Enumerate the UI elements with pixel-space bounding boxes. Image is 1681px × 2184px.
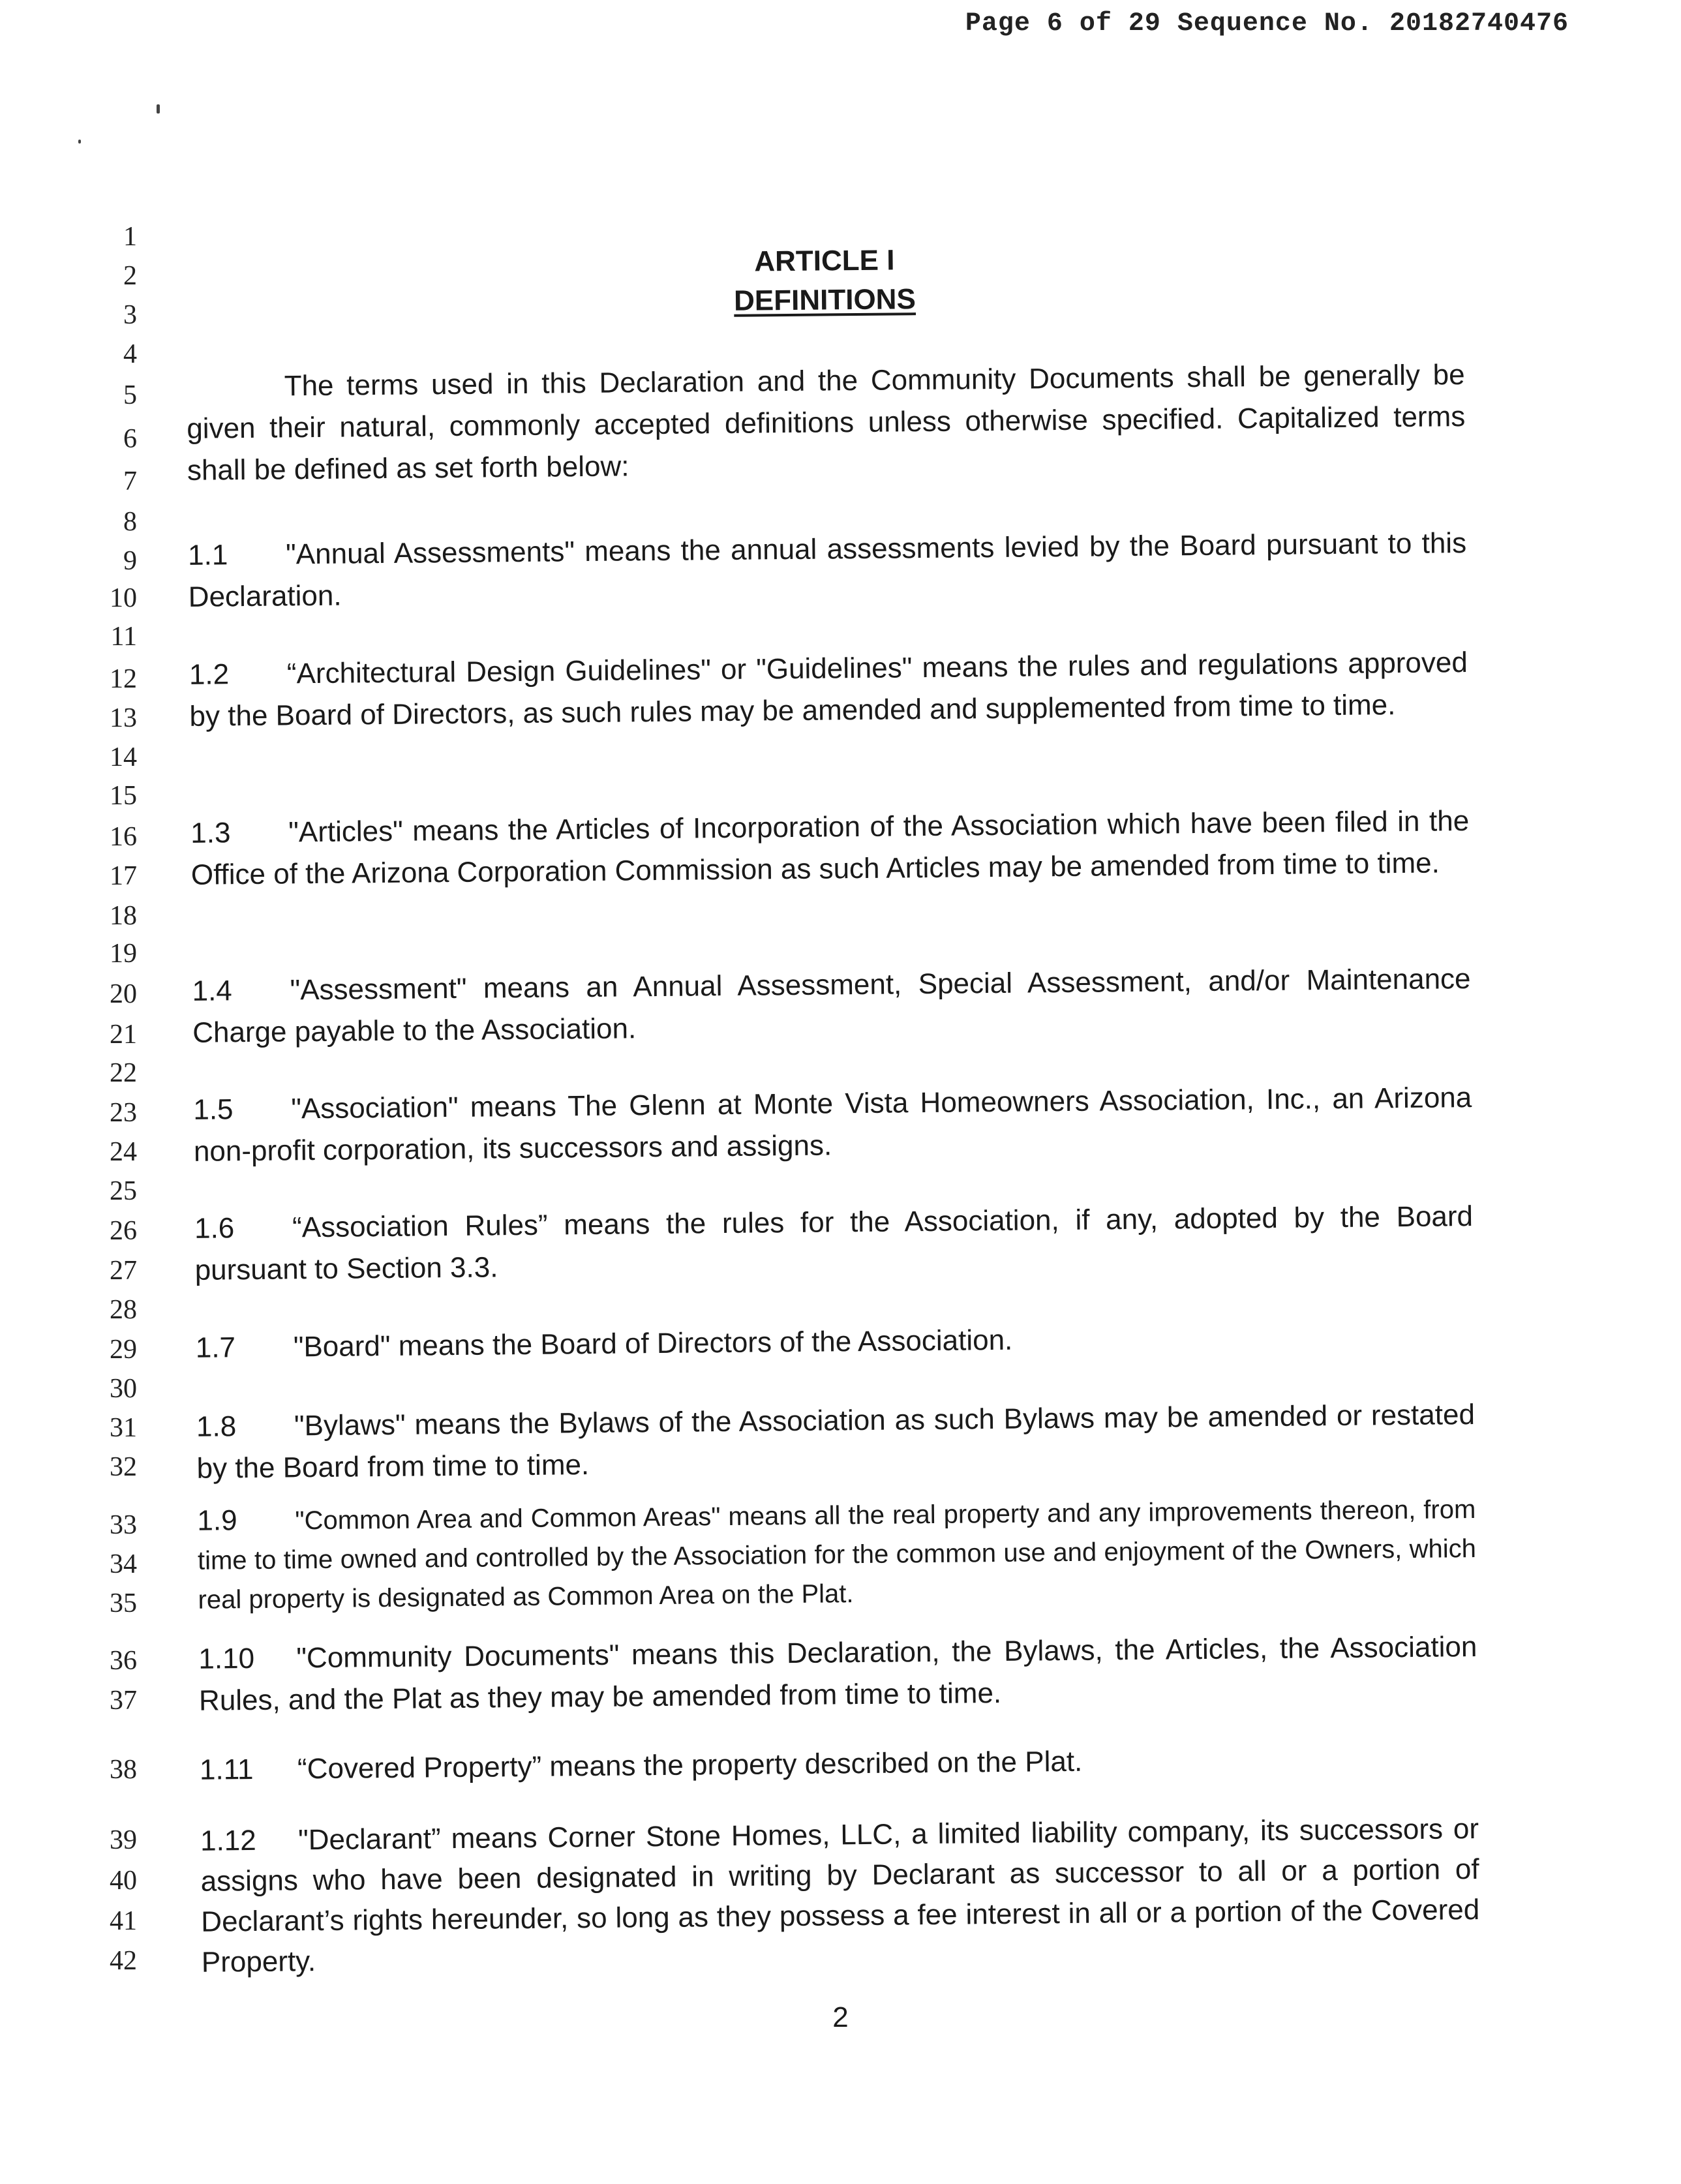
line-number: 1: [123, 222, 137, 252]
definition-text: "Assessment" means an Annual Assessment, Special Assessment, and/or Maintenance Charge payable to the Association.: [192, 963, 1471, 1049]
definition-text: "Community Documents" means this Declaration, the Bylaws, the Articles, the Association Rules, and the Plat as they may be amended from time to time.: [198, 1630, 1477, 1717]
line-number: 17: [110, 861, 137, 891]
line-number: 12: [110, 664, 137, 694]
line-number: 28: [110, 1295, 137, 1325]
line-number: 23: [110, 1098, 137, 1128]
line-number: 2: [123, 261, 137, 291]
definition-text: “Covered Property” means the property described on the Plat.: [297, 1745, 1083, 1785]
line-number: 9: [123, 546, 137, 576]
definition-number: 1.5: [193, 1093, 234, 1126]
line-number: 24: [110, 1137, 137, 1167]
line-number: 6: [123, 424, 137, 454]
line-number: 27: [110, 1256, 137, 1286]
line-number: 31: [110, 1413, 137, 1443]
line-number: 14: [110, 742, 137, 772]
definition-number: 1.3: [190, 817, 231, 849]
definition-number: 1.8: [196, 1410, 237, 1443]
line-number: 18: [110, 901, 137, 931]
line-number: 36: [110, 1646, 137, 1676]
definition-1-10: [198, 1626, 1477, 1722]
definition-text: "Association" means The Glenn at Monte Vista Homeowners Association, Inc., an Arizona non-profit corporation, its successors and assigns.: [193, 1082, 1472, 1168]
definition-number: 1.10: [198, 1642, 255, 1675]
line-number: 5: [123, 380, 137, 410]
definition-1-6: [194, 1196, 1474, 1292]
definition-text: "Bylaws" means the Bylaws of the Association as such Bylaws may be amended or restated by the Board from time to time.: [196, 1398, 1476, 1485]
definition-1-11: [200, 1737, 1479, 1791]
definition-text: “Association Rules” means the rules for the Association, if any, adopted by the Board pursuant to Section 3.3.: [194, 1200, 1474, 1286]
line-number: 19: [110, 939, 137, 969]
line-number: 13: [110, 703, 137, 733]
line-number: 30: [110, 1374, 137, 1404]
line-number: 32: [110, 1452, 137, 1482]
definition-1-12: [200, 1809, 1480, 1983]
article-heading: ARTICLE I: [754, 244, 895, 278]
line-number: 21: [110, 1020, 137, 1050]
definition-text: "Declarant” means Corner Stone Homes, LLC, a limited liability company, its successors or assigns who have been designated in writing by Declarant as successor to all or a portion of Declarant’s rights hereunder, so long as they possess a fee interest in all or a portion of the Covered Property.: [200, 1812, 1480, 1979]
line-number: 39: [110, 1825, 137, 1855]
article-subheading: DEFINITIONS: [733, 283, 916, 317]
page-sequence-header: Page 6 of 29 Sequence No. 20182740476: [965, 9, 1569, 38]
line-number: 33: [110, 1510, 137, 1540]
line-number: 4: [123, 339, 137, 369]
line-number: 41: [110, 1906, 137, 1936]
definition-1-8: [196, 1394, 1476, 1490]
line-number: 34: [110, 1549, 137, 1579]
line-number: 37: [110, 1686, 137, 1716]
line-number: 42: [110, 1946, 137, 1976]
line-number: 22: [110, 1058, 137, 1088]
definition-1-9: [197, 1489, 1477, 1620]
definition-1-7: [196, 1315, 1475, 1369]
definition-number: 1.6: [194, 1212, 235, 1245]
definition-number: 1.12: [200, 1824, 256, 1857]
line-number: 11: [110, 622, 137, 652]
definition-number: 1.2: [189, 658, 230, 691]
scan-speck: [157, 104, 160, 114]
line-number: 29: [110, 1335, 137, 1365]
definition-1-4: [192, 958, 1471, 1054]
line-number: 35: [110, 1588, 137, 1618]
definition-number: 1.4: [192, 975, 232, 1007]
definition-text: “Architectural Design Guidelines" or "Guidelines" means the rules and regulations approved by the Board of Directors, as such rules may be amended and supplemented from time to time.: [189, 646, 1468, 733]
line-number: 38: [110, 1755, 137, 1785]
line-number: 7: [123, 466, 137, 496]
definition-1-3: [190, 800, 1470, 896]
definition-text: "Board" means the Board of Directors of the Association.: [293, 1324, 1013, 1363]
line-number: 15: [110, 781, 137, 811]
definition-number: 1.1: [187, 539, 228, 571]
line-number: 26: [110, 1216, 137, 1246]
scan-speck: [78, 140, 81, 144]
definition-1-5: [193, 1077, 1472, 1173]
line-number: 25: [110, 1176, 137, 1206]
line-number: 10: [110, 583, 137, 613]
definition-text: "Annual Assessments" means the annual assessments levied by the Board pursuant to this Declaration.: [188, 527, 1467, 613]
intro-paragraph: The terms used in this Declaration and the Community Documents shall be generally be given their natural, commonly accepted definitions unless otherwise specified. Capitalized terms shall be defined as set forth below:: [187, 359, 1466, 487]
line-number: 8: [123, 507, 137, 537]
definition-text: "Articles" means the Articles of Incorporation of the Association which have been filed in the Office of the Arizona Corporation Commission as such Articles may be amended from time to time.: [190, 805, 1470, 891]
line-number: 20: [110, 979, 137, 1009]
definition-text: "Common Area and Common Areas" means all the real property and any improvements thereon, from time to time owned and controlled by the Association for the common use and enjoyment of the Owners, which real property is designated as Common Area on the Plat.: [197, 1494, 1477, 1615]
definition-number: 1.7: [195, 1331, 236, 1364]
page-number: 2: [832, 2001, 849, 2033]
definition-1-2: [189, 642, 1468, 738]
definition-number: 1.11: [199, 1753, 254, 1786]
line-number: 3: [123, 300, 137, 330]
line-number: 16: [110, 822, 137, 852]
definition-1-1: [188, 523, 1467, 618]
definition-number: 1.9: [197, 1504, 237, 1537]
line-number: 40: [110, 1866, 137, 1896]
